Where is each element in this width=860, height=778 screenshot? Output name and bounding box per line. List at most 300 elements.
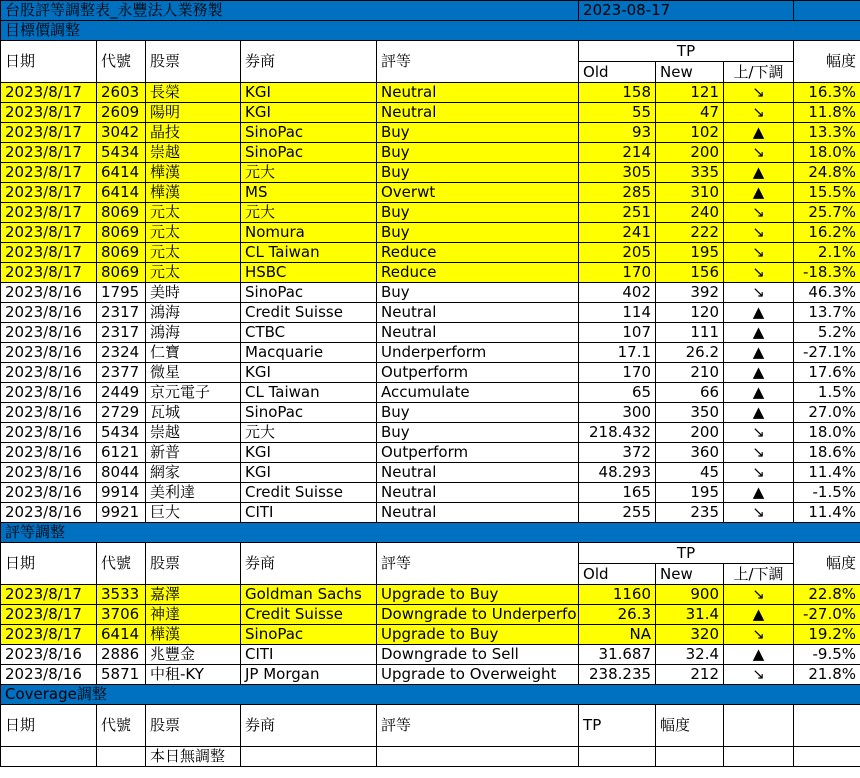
report-date: 2023-08-17	[579, 1, 794, 21]
code-cell: 2317	[97, 323, 146, 343]
tp-new-cell: 360	[656, 443, 724, 463]
date-cell: 2023/8/17	[1, 263, 97, 283]
table-row	[1, 103, 860, 123]
no-change-row	[1, 747, 860, 767]
date-cell: 2023/8/17	[1, 123, 97, 143]
tp-old-cell: 114	[579, 303, 656, 323]
change-cell: 17.6%	[794, 363, 860, 383]
table-row	[1, 323, 860, 343]
broker-cell: JP Morgan	[241, 665, 377, 685]
empty-cell	[794, 705, 860, 747]
direction-icon: ▲	[724, 483, 794, 503]
empty-cell	[97, 747, 146, 767]
rating-cell: Neutral	[377, 103, 579, 123]
direction-icon: ↘	[724, 103, 794, 123]
tp-new-cell: 120	[656, 303, 724, 323]
broker-cell: CTBC	[241, 323, 377, 343]
tp-old-cell: 305	[579, 163, 656, 183]
tp-old-cell: 170	[579, 363, 656, 383]
rating-cell: Accumulate	[377, 383, 579, 403]
no-change-note: 本日無調整	[146, 747, 241, 767]
code-cell: 2886	[97, 645, 146, 665]
table-row	[1, 263, 860, 283]
col-header-code: 代號	[97, 543, 146, 585]
code-cell: 6414	[97, 183, 146, 203]
date-cell: 2023/8/16	[1, 303, 97, 323]
stock-cell: 嘉澤	[146, 585, 241, 605]
section-title-rating: 評等調整	[1, 523, 860, 543]
col-header-code: 代號	[97, 705, 146, 747]
section-bar	[1, 21, 860, 41]
direction-icon: ↘	[724, 243, 794, 263]
rating-cell: Buy	[377, 223, 579, 243]
rating-cell: Upgrade to Buy	[377, 585, 579, 605]
rating-cell: Downgrade to Underperfo	[377, 605, 579, 625]
rating-cell: Neutral	[377, 503, 579, 523]
change-cell: 21.8%	[794, 665, 860, 685]
tp-old-cell: 48.293	[579, 463, 656, 483]
tp-new-cell: 210	[656, 363, 724, 383]
sheet-title: 台股評等調整表_永豐法人業務製	[1, 1, 579, 21]
table-row	[1, 343, 860, 363]
date-cell: 2023/8/16	[1, 423, 97, 443]
date-cell: 2023/8/16	[1, 665, 97, 685]
stock-cell: 樺漢	[146, 625, 241, 645]
direction-icon: ▲	[724, 343, 794, 363]
empty-cell	[1, 747, 97, 767]
header-row	[1, 41, 860, 62]
table-row	[1, 403, 860, 423]
direction-icon: ↘	[724, 585, 794, 605]
direction-icon: ↘	[724, 625, 794, 645]
direction-icon: ▲	[724, 163, 794, 183]
broker-cell: 元大	[241, 423, 377, 443]
change-cell: -1.5%	[794, 483, 860, 503]
tp-new-cell: 392	[656, 283, 724, 303]
tp-old-cell: 214	[579, 143, 656, 163]
col-header-change: 幅度	[656, 705, 724, 747]
table-row	[1, 163, 860, 183]
empty-cell	[724, 705, 794, 747]
code-cell: 8069	[97, 263, 146, 283]
tp-new-cell: 102	[656, 123, 724, 143]
col-header-date: 日期	[1, 705, 97, 747]
code-cell: 6121	[97, 443, 146, 463]
rating-cell: Buy	[377, 123, 579, 143]
tp-old-cell: 158	[579, 83, 656, 103]
direction-icon: ↘	[724, 263, 794, 283]
table-row	[1, 83, 860, 103]
broker-cell: KGI	[241, 83, 377, 103]
rating-cell: Buy	[377, 423, 579, 443]
rating-cell: Neutral	[377, 463, 579, 483]
stock-cell: 樺漢	[146, 183, 241, 203]
date-cell: 2023/8/17	[1, 605, 97, 625]
tp-old-cell: 55	[579, 103, 656, 123]
tp-new-cell: 212	[656, 665, 724, 685]
code-cell: 5871	[97, 665, 146, 685]
change-cell: 11.4%	[794, 503, 860, 523]
stock-cell: 仁寶	[146, 343, 241, 363]
change-cell: 25.7%	[794, 203, 860, 223]
rating-cell: Upgrade to Overweight	[377, 665, 579, 685]
change-cell: 16.2%	[794, 223, 860, 243]
broker-cell: KGI	[241, 103, 377, 123]
tp-new-cell: 195	[656, 483, 724, 503]
stock-cell: 崇越	[146, 423, 241, 443]
section-title-coverage: Coverage調整	[1, 685, 860, 705]
change-cell: 11.8%	[794, 103, 860, 123]
broker-cell: CITI	[241, 503, 377, 523]
tp-new-cell: 66	[656, 383, 724, 403]
code-cell: 2603	[97, 83, 146, 103]
broker-cell: Credit Suisse	[241, 605, 377, 625]
code-cell: 5434	[97, 143, 146, 163]
table-row	[1, 363, 860, 383]
date-cell: 2023/8/16	[1, 323, 97, 343]
col-header-rating: 評等	[377, 705, 579, 747]
tp-old-cell: 251	[579, 203, 656, 223]
rating-cell: Buy	[377, 203, 579, 223]
col-header-broker: 券商	[241, 543, 377, 585]
stock-cell: 網家	[146, 463, 241, 483]
empty-cell	[794, 1, 860, 21]
broker-cell: Credit Suisse	[241, 303, 377, 323]
code-cell: 2377	[97, 363, 146, 383]
col-header-change: 幅度	[794, 41, 860, 83]
rating-cell: Reduce	[377, 263, 579, 283]
change-cell: 18.6%	[794, 443, 860, 463]
tp-new-cell: 900	[656, 585, 724, 605]
change-cell: 22.8%	[794, 585, 860, 605]
date-cell: 2023/8/17	[1, 203, 97, 223]
tp-old-cell: 26.3	[579, 605, 656, 625]
direction-icon: ↘	[724, 463, 794, 483]
tp-new-cell: 320	[656, 625, 724, 645]
tp-new-cell: 26.2	[656, 343, 724, 363]
tp-old-cell: 238.235	[579, 665, 656, 685]
change-cell: 5.2%	[794, 323, 860, 343]
stock-cell: 元太	[146, 243, 241, 263]
code-cell: 3533	[97, 585, 146, 605]
date-cell: 2023/8/17	[1, 223, 97, 243]
tp-old-cell: 31.687	[579, 645, 656, 665]
date-cell: 2023/8/16	[1, 463, 97, 483]
col-header-tp: TP	[579, 705, 656, 747]
code-cell: 1795	[97, 283, 146, 303]
stock-cell: 中租-KY	[146, 665, 241, 685]
code-cell: 6414	[97, 163, 146, 183]
broker-cell: KGI	[241, 463, 377, 483]
direction-icon: ↘	[724, 83, 794, 103]
direction-icon: ▲	[724, 363, 794, 383]
change-cell: 18.0%	[794, 423, 860, 443]
rating-rows	[1, 585, 860, 685]
rating-cell: Buy	[377, 143, 579, 163]
direction-icon: ▲	[724, 123, 794, 143]
stock-cell: 樺漢	[146, 163, 241, 183]
change-cell: -9.5%	[794, 645, 860, 665]
broker-cell: KGI	[241, 443, 377, 463]
tp-new-cell: 111	[656, 323, 724, 343]
direction-icon: ↘	[724, 143, 794, 163]
table-row	[1, 645, 860, 665]
change-cell: 1.5%	[794, 383, 860, 403]
table-row	[1, 243, 860, 263]
change-cell: 13.7%	[794, 303, 860, 323]
broker-cell: SinoPac	[241, 625, 377, 645]
header-row	[1, 543, 860, 564]
col-header-old: Old	[579, 62, 656, 83]
section-title-target-price: 目標價調整	[1, 21, 860, 41]
col-header-stock: 股票	[146, 543, 241, 585]
change-cell: -27.1%	[794, 343, 860, 363]
stock-cell: 鴻海	[146, 303, 241, 323]
stock-cell: 京元電子	[146, 383, 241, 403]
table-row	[1, 585, 860, 605]
date-cell: 2023/8/16	[1, 383, 97, 403]
col-header-stock: 股票	[146, 41, 241, 83]
rating-cell: Downgrade to Sell	[377, 645, 579, 665]
tp-new-cell: 195	[656, 243, 724, 263]
table-row	[1, 183, 860, 203]
col-header-date: 日期	[1, 543, 97, 585]
stock-cell: 微星	[146, 363, 241, 383]
rating-cell: Neutral	[377, 83, 579, 103]
tp-new-cell: 31.4	[656, 605, 724, 625]
broker-cell: Credit Suisse	[241, 483, 377, 503]
tp-new-cell: 240	[656, 203, 724, 223]
table-row	[1, 303, 860, 323]
empty-cell	[656, 747, 724, 767]
change-cell: 11.4%	[794, 463, 860, 483]
broker-cell: MS	[241, 183, 377, 203]
rating-cell: Overwt	[377, 183, 579, 203]
tp-new-cell: 335	[656, 163, 724, 183]
tp-new-cell: 235	[656, 503, 724, 523]
stock-cell: 瓦城	[146, 403, 241, 423]
date-cell: 2023/8/16	[1, 503, 97, 523]
change-cell: 18.0%	[794, 143, 860, 163]
broker-cell: Goldman Sachs	[241, 585, 377, 605]
col-header-direction: 上/下調	[724, 62, 794, 83]
title-row	[1, 1, 860, 21]
stock-cell: 美利達	[146, 483, 241, 503]
tp-new-cell: 200	[656, 423, 724, 443]
code-cell: 2729	[97, 403, 146, 423]
code-cell: 2609	[97, 103, 146, 123]
direction-icon: ▲	[724, 183, 794, 203]
change-cell: -18.3%	[794, 263, 860, 283]
table-row	[1, 443, 860, 463]
table-row	[1, 483, 860, 503]
table-row	[1, 123, 860, 143]
empty-cell	[794, 747, 860, 767]
tp-old-cell: 170	[579, 263, 656, 283]
empty-cell	[241, 747, 377, 767]
stock-cell: 巨大	[146, 503, 241, 523]
change-cell: -27.0%	[794, 605, 860, 625]
direction-icon: ▲	[724, 403, 794, 423]
section-bar	[1, 685, 860, 705]
stock-cell: 崇越	[146, 143, 241, 163]
tp-new-cell: 156	[656, 263, 724, 283]
table-row	[1, 223, 860, 243]
code-cell: 8044	[97, 463, 146, 483]
broker-cell: Macquarie	[241, 343, 377, 363]
date-cell: 2023/8/16	[1, 483, 97, 503]
col-header-date: 日期	[1, 41, 97, 83]
col-header-tp: TP	[579, 543, 794, 564]
table-row	[1, 423, 860, 443]
table-row	[1, 463, 860, 483]
broker-cell: CITI	[241, 645, 377, 665]
change-cell: 13.3%	[794, 123, 860, 143]
tp-old-cell: 255	[579, 503, 656, 523]
stock-cell: 兆豐金	[146, 645, 241, 665]
tp-old-cell: 65	[579, 383, 656, 403]
date-cell: 2023/8/17	[1, 183, 97, 203]
code-cell: 5434	[97, 423, 146, 443]
broker-cell: HSBC	[241, 263, 377, 283]
date-cell: 2023/8/17	[1, 625, 97, 645]
change-cell: 16.3%	[794, 83, 860, 103]
date-cell: 2023/8/16	[1, 343, 97, 363]
date-cell: 2023/8/17	[1, 103, 97, 123]
tp-old-cell: 205	[579, 243, 656, 263]
code-cell: 3042	[97, 123, 146, 143]
code-cell: 2324	[97, 343, 146, 363]
col-header-stock: 股票	[146, 705, 241, 747]
direction-icon: ↘	[724, 665, 794, 685]
col-header-new: New	[656, 564, 724, 585]
col-header-change: 幅度	[794, 543, 860, 585]
header-row	[1, 705, 860, 747]
change-cell: 19.2%	[794, 625, 860, 645]
broker-cell: SinoPac	[241, 283, 377, 303]
broker-cell: CL Taiwan	[241, 383, 377, 403]
tp-new-cell: 45	[656, 463, 724, 483]
stock-cell: 元太	[146, 203, 241, 223]
col-header-new: New	[656, 62, 724, 83]
tp-old-cell: 372	[579, 443, 656, 463]
rating-cell: Neutral	[377, 303, 579, 323]
date-cell: 2023/8/16	[1, 443, 97, 463]
tp-old-cell: 285	[579, 183, 656, 203]
date-cell: 2023/8/17	[1, 163, 97, 183]
tp-old-cell: 218.432	[579, 423, 656, 443]
col-header-code: 代號	[97, 41, 146, 83]
change-cell: 15.5%	[794, 183, 860, 203]
direction-icon: ↘	[724, 283, 794, 303]
stock-cell: 新普	[146, 443, 241, 463]
table-row	[1, 625, 860, 645]
tp-new-cell: 121	[656, 83, 724, 103]
rating-cell: Outperform	[377, 363, 579, 383]
direction-icon: ↘	[724, 203, 794, 223]
col-header-rating: 評等	[377, 41, 579, 83]
tp-new-cell: 350	[656, 403, 724, 423]
table-row	[1, 143, 860, 163]
tp-old-cell: 402	[579, 283, 656, 303]
direction-icon: ▲	[724, 605, 794, 625]
tp-old-cell: 93	[579, 123, 656, 143]
tp-new-cell: 222	[656, 223, 724, 243]
change-cell: 46.3%	[794, 283, 860, 303]
date-cell: 2023/8/16	[1, 645, 97, 665]
direction-icon: ▲	[724, 645, 794, 665]
direction-icon: ↘	[724, 503, 794, 523]
tp-new-cell: 32.4	[656, 645, 724, 665]
tp-new-cell: 310	[656, 183, 724, 203]
col-header-broker: 券商	[241, 41, 377, 83]
empty-cell	[377, 747, 579, 767]
code-cell: 2317	[97, 303, 146, 323]
broker-cell: SinoPac	[241, 143, 377, 163]
direction-icon: ▲	[724, 303, 794, 323]
target-price-rows	[1, 83, 860, 523]
tp-old-cell: NA	[579, 625, 656, 645]
tp-old-cell: 17.1	[579, 343, 656, 363]
tp-new-cell: 200	[656, 143, 724, 163]
code-cell: 3706	[97, 605, 146, 625]
stock-cell: 美時	[146, 283, 241, 303]
code-cell: 9914	[97, 483, 146, 503]
code-cell: 9921	[97, 503, 146, 523]
date-cell: 2023/8/17	[1, 143, 97, 163]
empty-cell	[579, 747, 656, 767]
date-cell: 2023/8/16	[1, 283, 97, 303]
tp-old-cell: 1160	[579, 585, 656, 605]
col-header-broker: 券商	[241, 705, 377, 747]
broker-cell: CL Taiwan	[241, 243, 377, 263]
stock-cell: 元太	[146, 223, 241, 243]
empty-cell	[724, 747, 794, 767]
code-cell: 6414	[97, 625, 146, 645]
table-row	[1, 383, 860, 403]
date-cell: 2023/8/17	[1, 585, 97, 605]
rating-cell: Buy	[377, 163, 579, 183]
direction-icon: ▲	[724, 323, 794, 343]
date-cell: 2023/8/17	[1, 243, 97, 263]
rating-cell: Outperform	[377, 443, 579, 463]
tp-old-cell: 241	[579, 223, 656, 243]
rating-cell: Reduce	[377, 243, 579, 263]
col-header-direction: 上/下調	[724, 564, 794, 585]
rating-cell: Neutral	[377, 323, 579, 343]
rating-cell: Neutral	[377, 483, 579, 503]
tp-old-cell: 165	[579, 483, 656, 503]
broker-cell: SinoPac	[241, 403, 377, 423]
broker-cell: 元大	[241, 203, 377, 223]
rating-cell: Buy	[377, 283, 579, 303]
tp-old-cell: 107	[579, 323, 656, 343]
change-cell: 2.1%	[794, 243, 860, 263]
code-cell: 2449	[97, 383, 146, 403]
direction-icon: ↘	[724, 423, 794, 443]
col-header-tp: TP	[579, 41, 794, 62]
broker-cell: 元大	[241, 163, 377, 183]
stock-cell: 鴻海	[146, 323, 241, 343]
code-cell: 8069	[97, 223, 146, 243]
change-cell: 27.0%	[794, 403, 860, 423]
broker-cell: KGI	[241, 363, 377, 383]
change-cell: 24.8%	[794, 163, 860, 183]
stock-cell: 陽明	[146, 103, 241, 123]
stock-cell: 晶技	[146, 123, 241, 143]
date-cell: 2023/8/16	[1, 403, 97, 423]
broker-cell: Nomura	[241, 223, 377, 243]
